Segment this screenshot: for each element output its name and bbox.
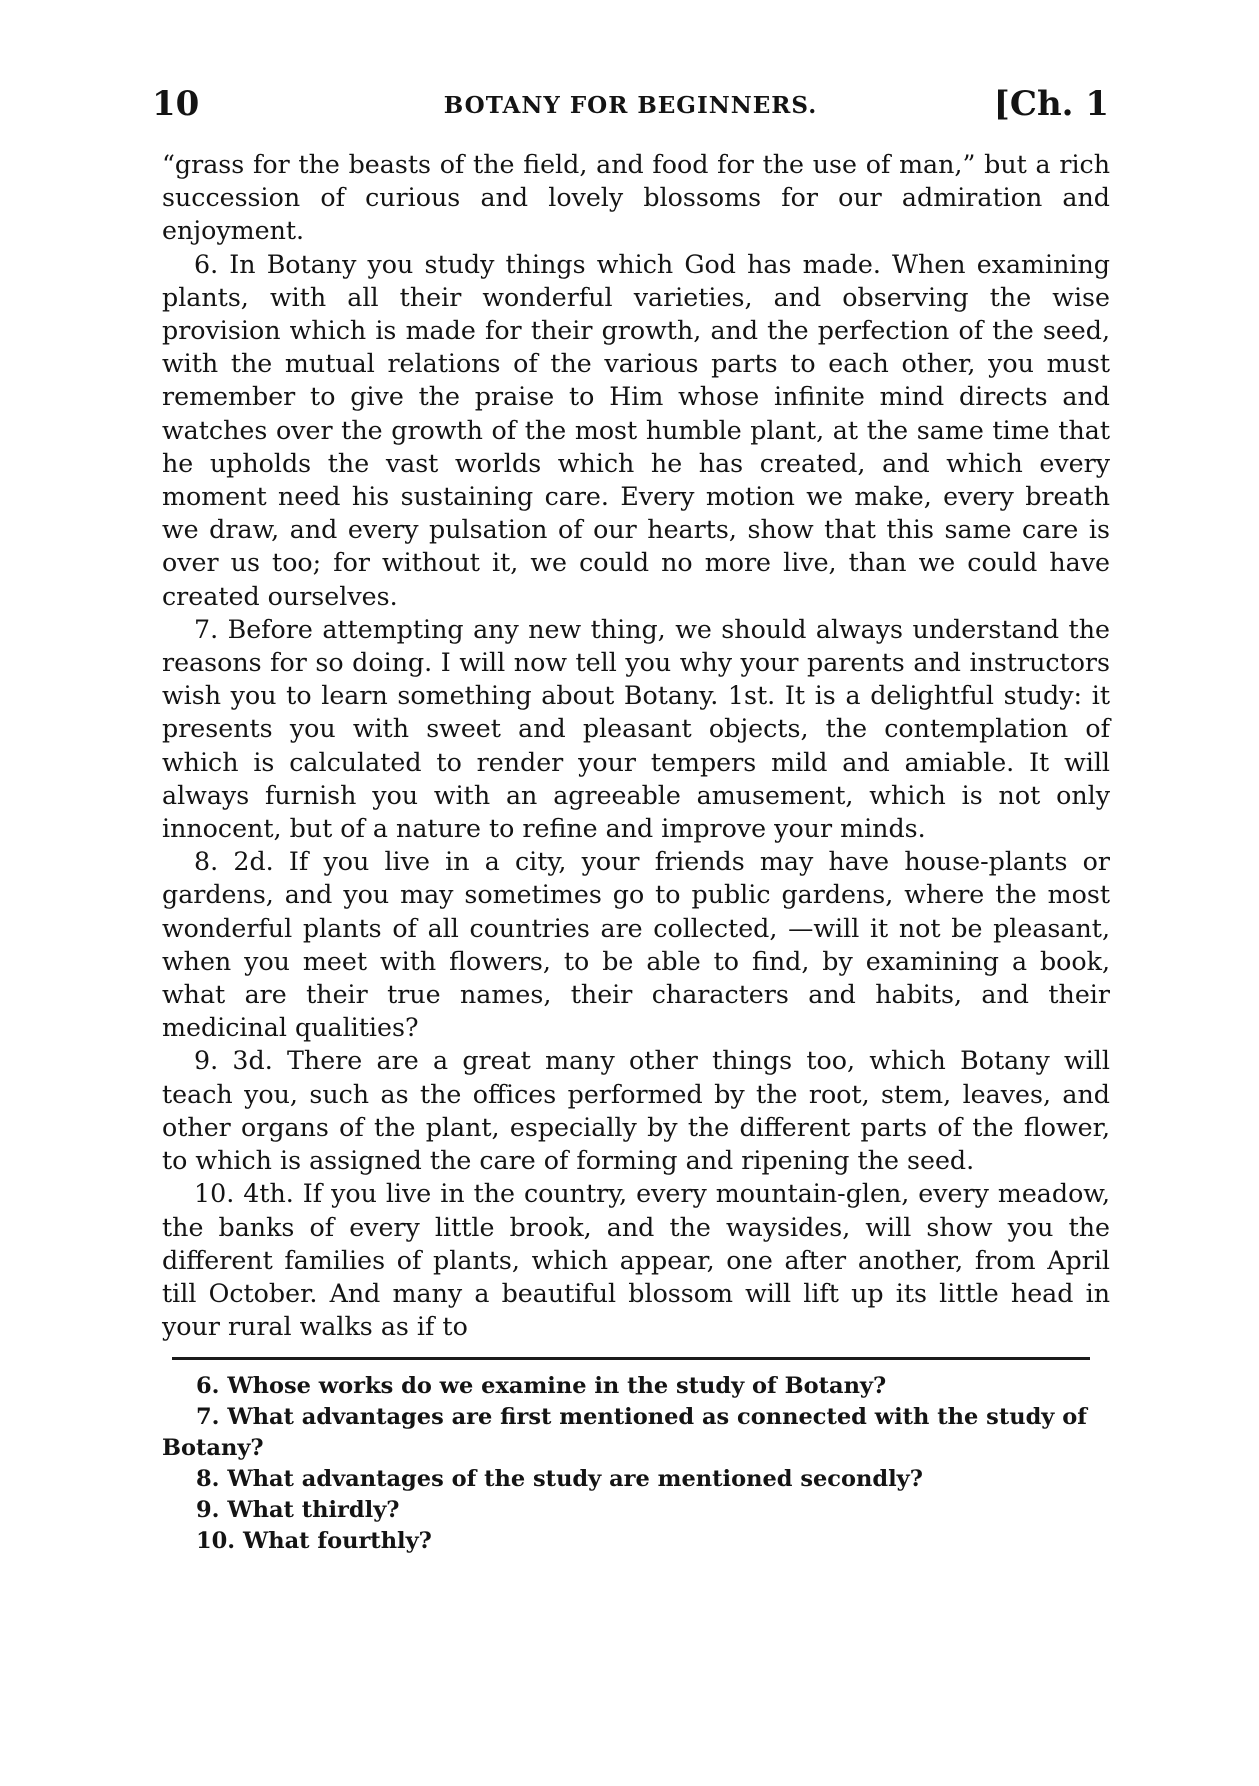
question-6: 6. Whose works do we examine in the study of Botany? bbox=[196, 1373, 887, 1399]
chapter-marker: [Ch. 1 bbox=[993, 84, 1109, 124]
running-header bbox=[152, 84, 1109, 128]
footnote-divider bbox=[172, 1357, 1090, 1360]
question-7: 7. What advantages are first mentioned as connected with the study of Botany? bbox=[162, 1404, 1087, 1461]
question-10: 10. What fourthly? bbox=[196, 1528, 432, 1554]
question-9: 9. What thirdly? bbox=[196, 1497, 400, 1523]
body-text bbox=[162, 148, 1110, 1343]
paragraph-7: 7. Before attempting any new thing, we should always understand the reasons for so doing. I will now tell you why your parents and instructors wish you to learn something about Botany. 1st. It is a delightful study: it presents you with sweet and pleasant objects, the contemplation of which is calculated to render your tempers mild and amiable. It will always furnish you with an agreeable amusement, which is not only innocent, but of a nature to refine and improve your minds. bbox=[162, 614, 1110, 844]
question-8: 8. What advantages of the study are mentioned secondly? bbox=[196, 1466, 923, 1492]
running-title: BOTANY FOR BEGINNERS. bbox=[443, 92, 818, 119]
paragraph-9: 9. 3d. There are a great many other things too, which Botany will teach you, such as the offices performed by the root, stem, leaves, and other organs of the plant, especially by the different parts of the flower, to which is assigned the care of forming and ripening the seed. bbox=[162, 1046, 1110, 1176]
paragraph-10: 10. 4th. If you live in the country, every mountain-glen, every meadow, the banks of every little brook, and the waysides, will show you the different families of plants, which appear, one after another, from April till October. And many a beautiful blossom will lift up its little head in your rural walks as if to bbox=[162, 1179, 1110, 1342]
paragraph-8: 8. 2d. If you live in a city, your friends may have house-plants or gardens, and you may sometimes go to public gardens, where the most wonderful plants of all countries are collected, —will it not be pleasant, when you meet with flowers, to be able to find, by examining a book, what are their true names, their characters and habits, and their medicinal qualities? bbox=[162, 847, 1110, 1043]
page-number: 10 bbox=[152, 84, 200, 124]
paragraph-continuation: “grass for the beasts of the field, and food for the use of man,” but a rich succession of curious and lovely blossoms for our admiration and enjoyment. bbox=[162, 150, 1110, 246]
paragraph-6: 6. In Botany you study things which God has made. When examining plants, with all their wonderful varieties, and observing the wise provision which is made for their growth, and the perfection of the seed, with the mutual relations of the various parts to each other, you must remember to give the praise to Him whose infinite mind directs and watches over the growth of the most humble plant, at the same time that he upholds the vast worlds which he has created, and which every moment need his sustaining care. Every motion we make, every breath we draw, and every pulsation of our hearts, show that this same care is over us too; for without it, we could no more live, than we could have created ourselves. bbox=[162, 249, 1110, 611]
study-questions bbox=[162, 1371, 1110, 1557]
